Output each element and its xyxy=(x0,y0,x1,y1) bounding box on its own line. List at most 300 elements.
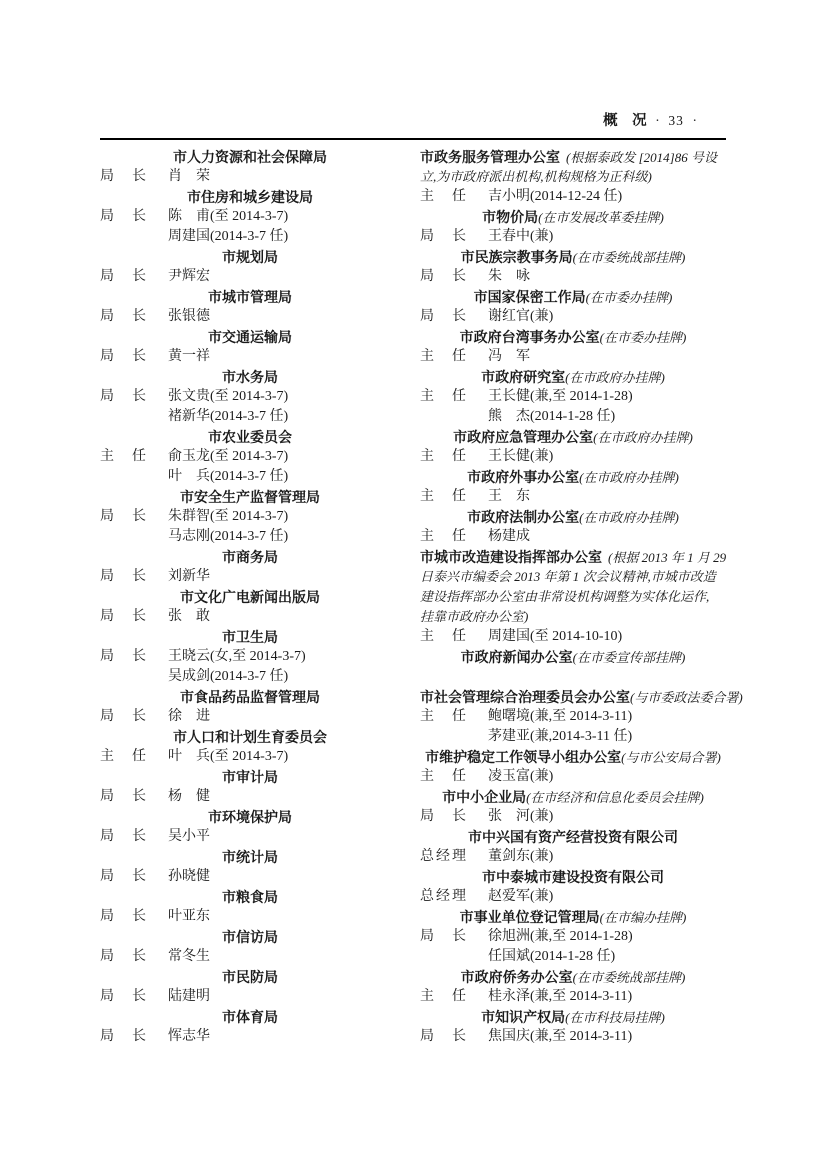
org-heading xyxy=(100,767,400,787)
officer-title-char: 长 xyxy=(132,389,146,404)
officer-entry xyxy=(420,447,726,467)
officer-entry xyxy=(100,387,400,407)
org-heading xyxy=(100,427,400,447)
officer-entry xyxy=(420,347,726,367)
officer-entry xyxy=(100,827,400,847)
officer-name: 茅建亚(兼,2014-3-11 任) xyxy=(488,729,633,744)
officer-title xyxy=(420,307,466,327)
officer-entry xyxy=(420,267,726,287)
officer-name: 周建国(2014-3-7 任) xyxy=(168,229,289,244)
officer-name: 张文贵(至 2014-3-7) xyxy=(168,389,289,404)
org-name: 市政府外事办公室 xyxy=(467,469,580,485)
officer-continuation xyxy=(420,727,726,747)
officer-name: 徐旭洲(兼,至 2014-1-28) xyxy=(488,929,633,944)
officer-title-char: 长 xyxy=(452,929,466,944)
officer-title xyxy=(420,1027,466,1047)
officer-title-char: 长 xyxy=(132,1029,146,1044)
org-heading xyxy=(420,467,726,487)
officer-name: 王 东 xyxy=(488,489,530,504)
officer-name: 赵爱军(兼) xyxy=(488,889,554,904)
officer-title-char: 经 xyxy=(436,889,450,904)
officer-title-char: 主 xyxy=(420,189,434,204)
officer-entry xyxy=(100,347,400,367)
org-name: 市政府台湾事务办公室 xyxy=(459,329,600,345)
officer-entry xyxy=(100,867,400,887)
officer-entry xyxy=(420,927,726,947)
officer-title-char: 长 xyxy=(452,809,466,824)
officer-title-char: 局 xyxy=(100,169,114,184)
officer-name: 黄一祥 xyxy=(168,349,210,364)
officer-title-char: 总 xyxy=(420,849,434,864)
officer-title-char: 局 xyxy=(420,269,434,284)
org-note: 立,为市政府派出机构,机构规格为正科级) xyxy=(420,169,652,184)
officer-name: 马志刚(2014-3-7 任) xyxy=(168,529,289,544)
org-heading xyxy=(100,327,400,347)
officer-title xyxy=(100,787,146,807)
org-note: (在市政府办挂牌) xyxy=(565,370,665,385)
officer-name: 陈 甫(至 2014-3-7) xyxy=(168,209,289,224)
officer-title-char: 主 xyxy=(420,489,434,504)
officer-name: 吉小明(2014-12-24 任) xyxy=(488,189,623,204)
officer-title-char: 局 xyxy=(100,989,114,1004)
officer-name: 凌玉富(兼) xyxy=(488,769,554,784)
org-heading xyxy=(420,207,726,227)
officer-title-char: 局 xyxy=(100,509,114,524)
officer-title xyxy=(100,747,146,767)
officer-title-char: 长 xyxy=(132,509,146,524)
org-note: (在市政府办挂牌) xyxy=(579,510,679,525)
officer-title xyxy=(100,827,146,847)
org-heading xyxy=(100,847,400,867)
left-column xyxy=(100,147,400,1047)
officer-name: 杨 健 xyxy=(168,789,210,804)
officer-name: 冯 军 xyxy=(488,349,530,364)
org-heading xyxy=(420,287,726,307)
officer-title-char: 长 xyxy=(132,269,146,284)
officer-entry xyxy=(100,607,400,627)
officer-title-char: 局 xyxy=(100,389,114,404)
officer-title xyxy=(420,767,466,787)
officer-entry xyxy=(100,307,400,327)
officer-name: 恽志华 xyxy=(168,1029,210,1044)
officer-title xyxy=(100,707,146,727)
org-note: (在市委办挂牌) xyxy=(585,290,673,305)
officer-entry xyxy=(100,987,400,1007)
officer-name: 王春中(兼) xyxy=(488,229,554,244)
org-paragraph-continuation xyxy=(420,607,726,627)
org-heading xyxy=(100,367,400,387)
org-name: 市交通运输局 xyxy=(208,329,292,345)
org-name: 市民族宗教事务局 xyxy=(460,249,573,265)
officer-title-char: 主 xyxy=(420,349,434,364)
officer-entry xyxy=(100,707,400,727)
officer-name: 徐 进 xyxy=(168,709,210,724)
org-name: 市政府新闻办公室 xyxy=(460,649,573,665)
officer-title-char: 任 xyxy=(132,749,146,764)
officer-title-char: 主 xyxy=(420,389,434,404)
officer-title-char: 长 xyxy=(132,169,146,184)
officer-name: 常冬生 xyxy=(168,949,210,964)
officer-name: 桂永泽(兼,至 2014-3-11) xyxy=(488,989,633,1004)
officer-title xyxy=(100,207,146,227)
org-heading xyxy=(100,807,400,827)
officer-name: 王晓云(女,至 2014-3-7) xyxy=(168,649,306,664)
officer-title-char: 局 xyxy=(100,569,114,584)
officer-title-char: 长 xyxy=(132,909,146,924)
right-column xyxy=(420,147,743,1047)
org-heading xyxy=(420,967,726,987)
officer-entry xyxy=(420,987,726,1007)
directory-content xyxy=(100,147,743,1047)
officer-title-char: 任 xyxy=(452,769,466,784)
officer-title-char: 长 xyxy=(132,829,146,844)
officer-name: 刘新华 xyxy=(168,569,210,584)
officer-title-char: 任 xyxy=(452,389,466,404)
org-name: 市中泰城市建设投资有限公司 xyxy=(482,869,664,885)
officer-title-char: 主 xyxy=(420,769,434,784)
officer-title xyxy=(100,947,146,967)
org-heading xyxy=(100,587,400,607)
officer-entry xyxy=(420,707,726,727)
officer-name: 孙晓健 xyxy=(168,869,210,884)
officer-name: 周建国(至 2014-10-10) xyxy=(488,629,623,644)
org-name: 市物价局 xyxy=(482,209,539,225)
officer-title xyxy=(420,267,466,287)
org-heading xyxy=(100,927,400,947)
org-paragraph-continuation xyxy=(420,587,726,607)
officer-title xyxy=(100,267,146,287)
officer-title-char: 长 xyxy=(452,229,466,244)
officer-title-char: 主 xyxy=(100,449,114,464)
org-name: 市维护稳定工作领导小组办公室 xyxy=(425,749,622,765)
officer-name: 尹辉宏 xyxy=(168,269,210,284)
officer-continuation xyxy=(100,667,400,687)
officer-title xyxy=(420,927,466,947)
officer-title-char: 局 xyxy=(420,309,434,324)
officer-title-char: 任 xyxy=(452,709,466,724)
officer-name: 吴小平 xyxy=(168,829,210,844)
header-separator-dot: · xyxy=(655,114,660,129)
officer-title-char: 长 xyxy=(132,789,146,804)
officer-title xyxy=(420,447,466,467)
org-note: (在市发展改革委挂牌) xyxy=(538,210,664,225)
officer-title xyxy=(100,447,146,467)
org-note: (在市编办挂牌) xyxy=(599,910,687,925)
officer-entry xyxy=(100,1027,400,1047)
officer-entry xyxy=(420,387,726,407)
org-name: 市人力资源和社会保障局 xyxy=(173,149,327,165)
org-name: 市事业单位登记管理局 xyxy=(459,909,600,925)
officer-name: 任国斌(2014-1-28 任) xyxy=(488,949,616,964)
org-note: (与市公安局合署) xyxy=(621,750,721,765)
officer-title-char: 长 xyxy=(452,1029,466,1044)
org-heading xyxy=(100,967,400,987)
officer-entry xyxy=(420,887,726,907)
officer-name: 张 河(兼) xyxy=(488,809,554,824)
officer-entry xyxy=(100,747,400,767)
officer-entry xyxy=(100,507,400,527)
org-note: (在市委宣传部挂牌) xyxy=(572,650,686,665)
officer-title xyxy=(420,887,466,907)
officer-title-char: 主 xyxy=(420,989,434,1004)
org-heading xyxy=(100,687,400,707)
org-note: 挂靠市政府办公室) xyxy=(420,609,529,624)
officer-title xyxy=(420,487,466,507)
officer-title-char: 长 xyxy=(132,949,146,964)
officer-continuation xyxy=(100,467,400,487)
officer-title-char: 任 xyxy=(452,989,466,1004)
org-name: 市食品药品监督管理局 xyxy=(180,689,320,705)
org-note: (在市经济和信息化委员会挂牌) xyxy=(526,790,704,805)
officer-entry xyxy=(100,447,400,467)
officer-title-char: 局 xyxy=(100,869,114,884)
officer-title-char: 长 xyxy=(132,649,146,664)
officer-name: 朱 咏 xyxy=(488,269,530,284)
org-name: 市水务局 xyxy=(222,369,278,385)
org-heading xyxy=(100,287,400,307)
officer-title-char: 任 xyxy=(132,449,146,464)
officer-name: 叶 兵(至 2014-3-7) xyxy=(168,749,289,764)
org-paragraph-line xyxy=(420,147,726,167)
officer-title-char: 局 xyxy=(100,609,114,624)
org-heading xyxy=(100,547,400,567)
officer-title-char: 局 xyxy=(100,789,114,804)
org-heading xyxy=(420,427,726,447)
officer-title xyxy=(420,627,466,647)
officer-entry xyxy=(420,527,726,547)
officer-name: 杨建成 xyxy=(488,529,530,544)
officer-continuation xyxy=(420,407,726,427)
org-note: 日泰兴市编委会 2013 年第 1 次会议精神,市城市改造 xyxy=(420,569,716,584)
officer-name: 焦国庆(兼,至 2014-3-11) xyxy=(488,1029,633,1044)
officer-title xyxy=(100,867,146,887)
officer-title-char: 局 xyxy=(100,649,114,664)
officer-entry xyxy=(100,787,400,807)
officer-title-char: 局 xyxy=(100,269,114,284)
officer-title-char: 局 xyxy=(100,909,114,924)
officer-name: 张银德 xyxy=(168,309,210,324)
officer-entry xyxy=(420,227,726,247)
officer-title-char: 主 xyxy=(420,529,434,544)
org-note: (在市科技局挂牌) xyxy=(565,1010,665,1025)
officer-name: 王长健(兼,至 2014-1-28) xyxy=(488,389,633,404)
org-name: 市知识产权局 xyxy=(481,1009,566,1025)
org-name: 市政府法制办公室 xyxy=(467,509,580,525)
officer-title-char: 理 xyxy=(452,889,466,904)
org-name: 市农业委员会 xyxy=(208,429,292,445)
officer-name: 吴成剑(2014-3-7 任) xyxy=(168,669,289,684)
officer-title-char: 长 xyxy=(132,989,146,1004)
org-name: 市统计局 xyxy=(222,849,278,865)
org-heading xyxy=(100,187,400,207)
officer-title-char: 局 xyxy=(420,229,434,244)
officer-continuation xyxy=(100,227,400,247)
officer-title-char: 经 xyxy=(436,849,450,864)
officer-title xyxy=(420,347,466,367)
officer-entry xyxy=(420,487,726,507)
officer-title-char: 长 xyxy=(132,349,146,364)
org-heading xyxy=(100,887,400,907)
officer-name: 谢红官(兼) xyxy=(488,309,554,324)
officer-continuation xyxy=(100,527,400,547)
org-name: 市政务服务管理办公室 xyxy=(420,149,560,165)
org-heading xyxy=(100,1007,400,1027)
officer-title-char: 长 xyxy=(132,869,146,884)
page-header xyxy=(100,112,726,131)
org-name: 市卫生局 xyxy=(222,629,278,645)
officer-name: 叶 兵(2014-3-7 任) xyxy=(168,469,289,484)
org-name: 市民防局 xyxy=(222,969,278,985)
officer-entry xyxy=(100,647,400,667)
org-name: 市城市改造建设指挥部办公室 xyxy=(420,549,602,565)
org-note: (根据泰政发 [2014]86 号设 xyxy=(566,150,717,165)
officer-entry xyxy=(100,947,400,967)
officer-entry xyxy=(420,187,726,207)
org-name: 市安全生产监督管理局 xyxy=(180,489,320,505)
officer-entry xyxy=(100,907,400,927)
page-number: 33 xyxy=(668,113,684,128)
officer-title-char: 长 xyxy=(132,209,146,224)
officer-title-char: 任 xyxy=(452,489,466,504)
org-paragraph-continuation xyxy=(420,567,726,587)
officer-title-char: 总 xyxy=(420,889,434,904)
officer-continuation xyxy=(420,947,726,967)
org-name: 市政府侨务办公室 xyxy=(460,969,573,985)
org-name: 市国家保密工作局 xyxy=(473,289,586,305)
officer-name: 褚新华(2014-3-7 任) xyxy=(168,409,289,424)
officer-title-char: 局 xyxy=(420,929,434,944)
header-separator-dot: · xyxy=(692,114,697,129)
officer-title-char: 局 xyxy=(100,829,114,844)
officer-name: 陆建明 xyxy=(168,989,210,1004)
officer-title xyxy=(100,607,146,627)
officer-title-char: 主 xyxy=(100,749,114,764)
officer-name: 朱群智(至 2014-3-7) xyxy=(168,509,289,524)
officer-title xyxy=(420,187,466,207)
org-note: (在市政府办挂牌) xyxy=(579,470,679,485)
officer-title-char: 局 xyxy=(100,1029,114,1044)
officer-entry xyxy=(420,1027,726,1047)
org-note: (与市委政法委合署) xyxy=(630,690,743,705)
officer-title-char: 局 xyxy=(100,209,114,224)
officer-name: 叶亚东 xyxy=(168,909,210,924)
org-heading xyxy=(100,247,400,267)
officer-title-char: 任 xyxy=(452,529,466,544)
org-heading xyxy=(100,727,400,747)
officer-title xyxy=(100,387,146,407)
officer-title xyxy=(100,347,146,367)
org-note: (在市委办挂牌) xyxy=(599,330,687,345)
officer-entry xyxy=(420,767,726,787)
officer-entry xyxy=(420,627,726,647)
org-heading xyxy=(420,827,726,847)
org-note: (在市委统战部挂牌) xyxy=(572,970,686,985)
org-heading xyxy=(420,787,726,807)
officer-title xyxy=(420,987,466,1007)
org-paragraph-continuation xyxy=(420,167,726,187)
officer-name: 王长健(兼) xyxy=(488,449,554,464)
org-heading xyxy=(100,487,400,507)
officer-title xyxy=(100,507,146,527)
officer-title-char: 长 xyxy=(132,569,146,584)
org-note: (根据 2013 年 1 月 29 xyxy=(608,550,727,565)
officer-title xyxy=(100,567,146,587)
org-name: 市审计局 xyxy=(222,769,278,785)
officer-title xyxy=(100,307,146,327)
org-name: 市信访局 xyxy=(222,929,278,945)
officer-title-char: 长 xyxy=(132,709,146,724)
officer-title xyxy=(100,167,146,187)
officer-entry xyxy=(100,167,400,187)
officer-title xyxy=(420,847,466,867)
org-heading xyxy=(420,327,726,347)
officer-title xyxy=(420,227,466,247)
org-heading xyxy=(420,1007,726,1027)
org-heading xyxy=(420,247,726,267)
officer-title-char: 局 xyxy=(100,349,114,364)
officer-title xyxy=(100,907,146,927)
officer-title-char: 长 xyxy=(452,269,466,284)
org-heading xyxy=(420,687,743,707)
org-name: 市中兴国有资产经营投资有限公司 xyxy=(468,829,678,845)
org-note: (在市政府办挂牌) xyxy=(593,430,693,445)
officer-entry xyxy=(100,267,400,287)
officer-name: 张 敢 xyxy=(168,609,210,624)
org-note: (在市委统战部挂牌) xyxy=(572,250,686,265)
org-name: 市政府应急管理办公室 xyxy=(453,429,594,445)
officer-title-char: 理 xyxy=(452,849,466,864)
org-heading xyxy=(420,747,726,767)
officer-title-char: 局 xyxy=(420,1029,434,1044)
officer-title-char: 任 xyxy=(452,449,466,464)
officer-name: 鲍曙境(兼,至 2014-3-11) xyxy=(488,709,633,724)
officer-title-char: 长 xyxy=(452,309,466,324)
org-name: 市文化广电新闻出版局 xyxy=(180,589,320,605)
org-name: 市政府研究室 xyxy=(481,369,566,385)
officer-title-char: 主 xyxy=(420,709,434,724)
org-name: 市体育局 xyxy=(222,1009,278,1025)
org-name: 市粮食局 xyxy=(222,889,278,905)
officer-title xyxy=(100,1027,146,1047)
org-heading xyxy=(420,907,726,927)
officer-title-char: 长 xyxy=(132,609,146,624)
officer-entry xyxy=(420,307,726,327)
officer-title-char: 任 xyxy=(452,189,466,204)
officer-title xyxy=(420,527,466,547)
org-heading xyxy=(420,867,726,887)
org-name: 市社会管理综合治理委员会办公室 xyxy=(420,689,630,705)
org-heading xyxy=(420,647,726,667)
org-name: 市住房和城乡建设局 xyxy=(187,189,313,205)
officer-title-char: 局 xyxy=(420,809,434,824)
section-title: 概 况 xyxy=(603,113,647,129)
officer-title-char: 局 xyxy=(100,309,114,324)
org-name: 市环境保护局 xyxy=(208,809,292,825)
officer-title-char: 局 xyxy=(100,949,114,964)
org-name: 市城市管理局 xyxy=(208,289,292,305)
org-name: 市人口和计划生育委员会 xyxy=(173,729,327,745)
org-heading xyxy=(100,147,400,167)
officer-title-char: 任 xyxy=(452,629,466,644)
org-note: 建设指挥部办公室由非常设机构调整为实体化运作, xyxy=(420,589,710,604)
officer-entry xyxy=(100,567,400,587)
officer-entry xyxy=(420,847,726,867)
officer-entry xyxy=(100,207,400,227)
officer-title-char: 任 xyxy=(452,349,466,364)
spacer xyxy=(420,667,726,687)
officer-title xyxy=(420,387,466,407)
officer-name: 董剑东(兼) xyxy=(488,849,554,864)
